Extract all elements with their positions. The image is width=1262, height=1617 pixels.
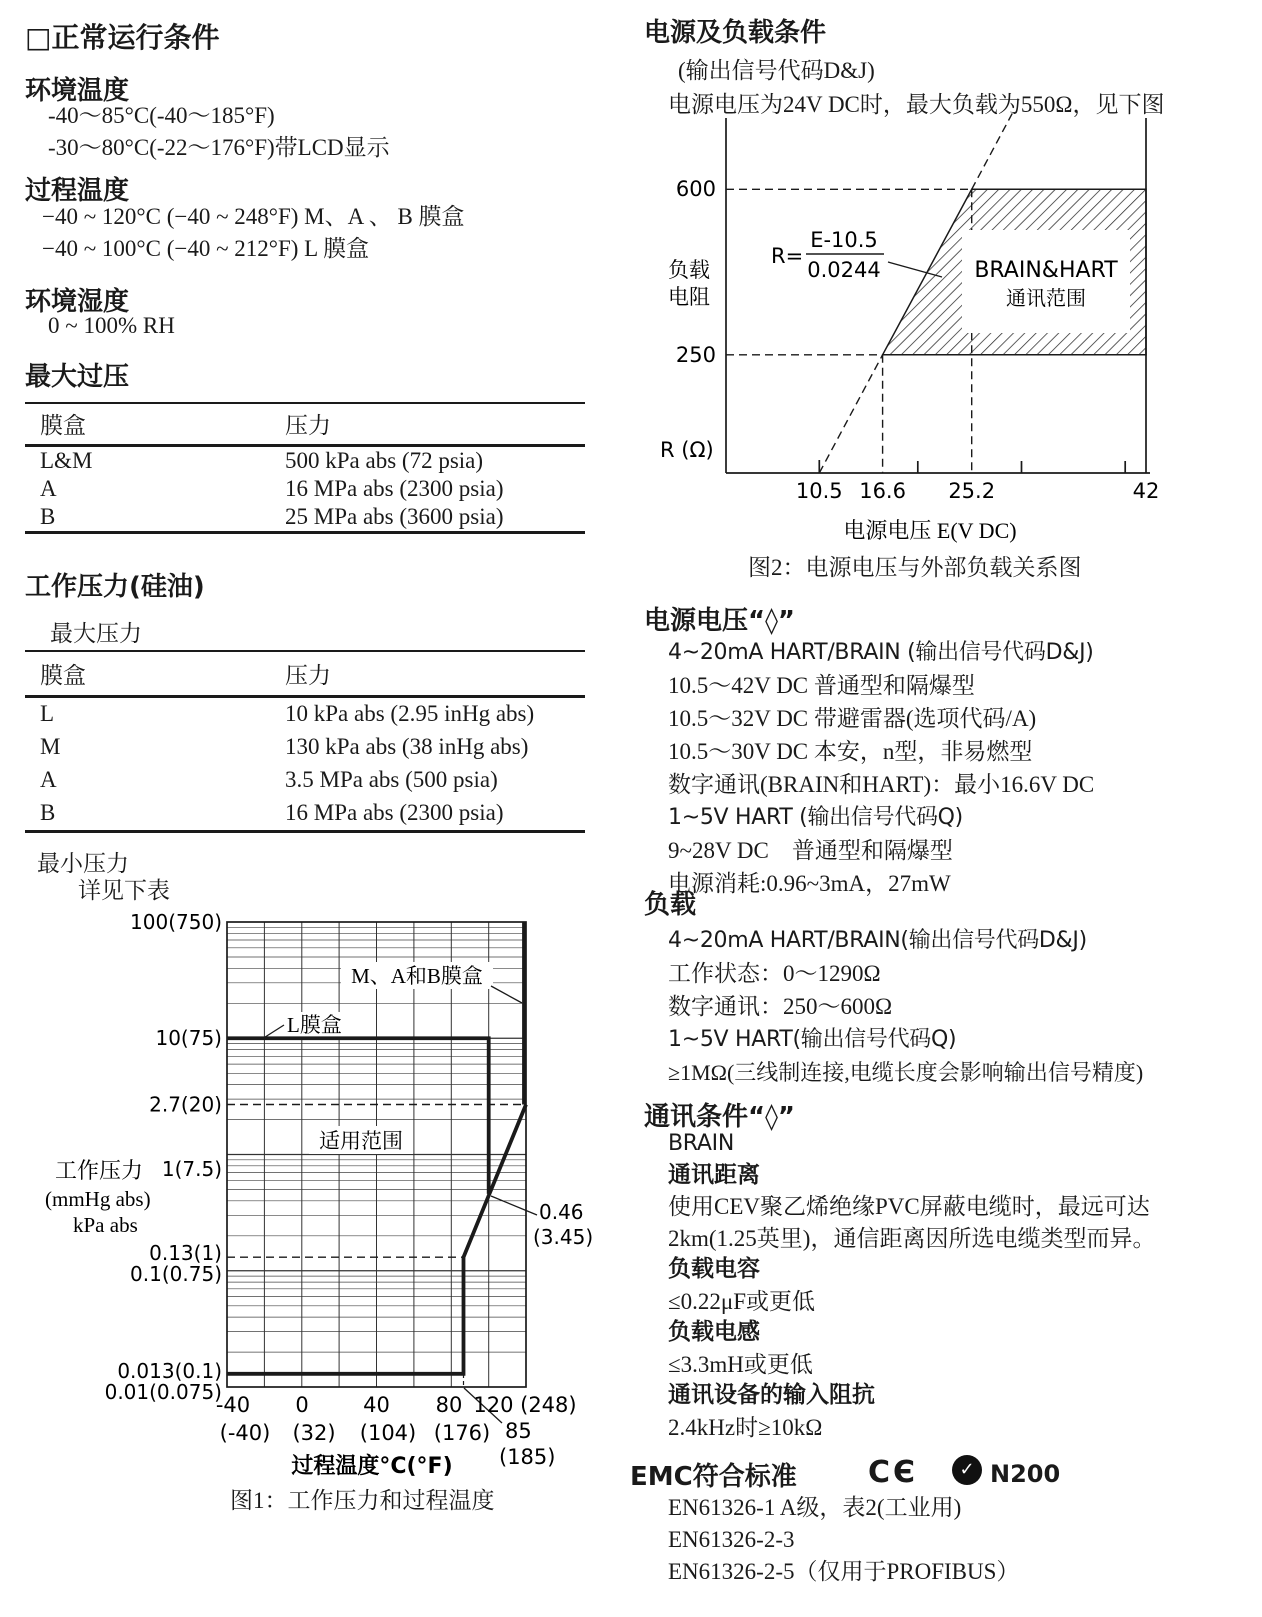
- table-row: [25, 797, 585, 832]
- supply-line: 9~28V DC 普通型和隔爆型: [668, 838, 953, 863]
- fig1-xtick-f: (-40): [219, 1421, 271, 1445]
- cell-capsule: A: [40, 475, 57, 501]
- c-tick-n200-label: N200: [990, 1460, 1061, 1488]
- page-title: □正常运行条件: [25, 21, 220, 54]
- emc-line: EN61326-2-5（仅用于PROFIBUS）: [668, 1559, 1020, 1584]
- fig1-l-capsule-limit-line: [227, 1038, 489, 1194]
- supply-line: 10.5～42V DC 普通型和隔爆型: [668, 673, 975, 698]
- comm-sub-capacitance: 负载电容: [668, 1256, 760, 1282]
- cell-capsule: L: [40, 701, 55, 726]
- load-line: 1~5V HART(输出信号代码Q): [668, 1027, 957, 1052]
- heading-emc: EMC符合标准: [630, 1462, 797, 1492]
- fig1-xtick: 40: [363, 1393, 390, 1417]
- process-temp-line: −40 ~ 120°C (−40 ~ 248°F) M、A 、 B 膜盒: [42, 204, 465, 229]
- fig2-formula-lhs: R=: [771, 244, 804, 268]
- label-see-table: 详见下表: [78, 878, 170, 903]
- cell-capsule: A: [40, 767, 57, 792]
- cell-pressure: 500 kPa abs (72 psia): [285, 447, 484, 473]
- heading-overpressure: 最大过压: [25, 362, 130, 392]
- cell-pressure: 10 kPa abs (2.95 inHg abs): [285, 701, 535, 726]
- fig2-supply-load-chart: [630, 105, 1210, 550]
- fig1-ytick: 2.7(20): [149, 1092, 222, 1117]
- table-row: [25, 731, 585, 764]
- fig2-load-line-high: [972, 113, 1013, 189]
- comm-line: 使用CEV聚乙烯绝缘PVC屏蔽电缆时，最远可达: [668, 1194, 1150, 1219]
- fig1-label-applicable-range: 适用范围: [319, 1129, 403, 1153]
- supply-line: 10.5～32V DC 带避雷器(选项代码/A): [668, 706, 1037, 731]
- fig1-xtick: 120 (248): [473, 1393, 577, 1417]
- fig2-xtitle: 电源电压 E(V DC): [843, 518, 1017, 543]
- fig2-ytick-600: 600: [675, 177, 716, 201]
- fig1-caption: 图1：工作压力和过程温度: [230, 1488, 495, 1513]
- fig2-region-label-1: BRAIN&HART: [974, 258, 1118, 283]
- cell-pressure: 3.5 MPa abs (500 psia): [285, 767, 498, 792]
- cell-capsule: L&M: [40, 447, 93, 473]
- fig1-pressure-temperature-chart: [25, 875, 600, 1495]
- heading-supply-voltage: 电源电压“◊”: [644, 606, 796, 636]
- table-row: [25, 475, 585, 503]
- process-temp-lines: [42, 201, 465, 265]
- fig1-label-mab-capsule: M、A和B膜盒: [351, 964, 483, 988]
- fig1-leader-mab: [491, 986, 522, 1003]
- power-sub-line: (输出信号代码D&J): [678, 58, 875, 83]
- heading-comm-conditions: 通讯条件“◊”: [644, 1102, 796, 1132]
- fig1-label-l-capsule: L膜盒: [287, 1013, 342, 1037]
- fig2-ytitle-2: 电阻: [668, 285, 710, 309]
- supply-line: 电源消耗:0.96~3mA，27mW: [668, 871, 951, 896]
- fig1-ytick: 100(750): [130, 910, 222, 934]
- load-lines: [668, 924, 1143, 1089]
- fig2-formula-denominator: 0.0244: [807, 258, 881, 282]
- cell-pressure: 16 MPa abs (2300 psia): [285, 475, 504, 501]
- table-header-row: [25, 403, 585, 445]
- fig1-ytick: 0.013(0.1): [117, 1359, 222, 1383]
- table-row: [25, 764, 585, 797]
- fig2-ytitle-1: 负载: [668, 258, 710, 282]
- fig1-ytick: 0.1(0.75): [130, 1262, 222, 1286]
- comm-line-brain: BRAIN: [668, 1131, 734, 1156]
- fig1-ytick: 0.13(1): [149, 1241, 222, 1265]
- fig2-xtick: 42: [1132, 479, 1160, 503]
- fig1-ytick: 1(7.5): [161, 1157, 222, 1181]
- fig2-xtick: 10.5: [795, 479, 843, 503]
- fig2-region-label-2: 通讯范围: [1006, 288, 1086, 310]
- fig2-ytitle-3: R (Ω): [660, 438, 714, 462]
- cell-pressure: 25 MPa abs (3600 psia): [285, 503, 504, 529]
- subheading-max-pressure: 最大压力: [50, 621, 142, 646]
- fig1-xtick: 80: [435, 1393, 463, 1417]
- fig1-xtick-f: (176): [433, 1421, 491, 1445]
- comm-line: 2.4kHz时≥10kΩ: [668, 1414, 823, 1440]
- fig2-ytick-250: 250: [675, 343, 716, 367]
- cell-capsule: M: [40, 734, 61, 759]
- heading-ambient-temp: 环境温度: [25, 76, 130, 106]
- fig1-leader-0.46: [491, 1196, 537, 1215]
- emc-line: EN61326-1 A级，表2(工业用): [668, 1495, 962, 1520]
- fig1-xtitle: 过程温度°C(°F): [291, 1454, 453, 1479]
- cell-capsule: B: [40, 503, 56, 529]
- overpressure-table: [25, 402, 585, 534]
- fig1-ytitle-unit2: kPa abs: [73, 1213, 138, 1237]
- col-header-pressure: 压力: [285, 651, 585, 696]
- emc-line: EN61326-2-3: [668, 1527, 795, 1552]
- heading-working-pressure: 工作压力(硅油): [25, 572, 205, 602]
- fig1-xtick: 0: [295, 1393, 309, 1417]
- ambient-temp-lines: [48, 100, 390, 164]
- col-header-capsule: 膜盒: [25, 651, 285, 696]
- fig1-ytick: 0.01(0.075): [104, 1380, 222, 1404]
- load-line: ≥1MΩ(三线制连接,电缆长度会影响输出信号精度): [668, 1060, 1144, 1085]
- fig2-xtick: 25.2: [948, 479, 996, 503]
- col-header-capsule: 膜盒: [25, 403, 285, 445]
- table-row: [25, 445, 585, 475]
- ce-mark-icon: CЄ: [868, 1455, 919, 1490]
- load-line: 数字通讯：250～600Ω: [668, 994, 893, 1019]
- comm-line: ≤0.22μF或更低: [668, 1288, 815, 1314]
- fig1-ytitle-unit1: (mmHg abs): [45, 1187, 151, 1211]
- fig1-xtick-185: (185): [499, 1445, 556, 1469]
- fig2-caption: 图2：电源电压与外部负载关系图: [748, 555, 1082, 580]
- supply-line: 1~5V HART (输出信号代码Q): [668, 805, 963, 830]
- label-min-pressure: 最小压力: [37, 851, 129, 876]
- cell-pressure: 130 kPa abs (38 inHg abs): [285, 734, 529, 759]
- comm-sub-distance: 通讯距离: [668, 1161, 760, 1188]
- supply-voltage-lines: [668, 636, 1094, 900]
- c-tick-icon: ✓: [952, 1455, 982, 1485]
- working-pressure-table: [25, 650, 585, 833]
- fig1-ytitle: 工作压力: [55, 1158, 144, 1183]
- fig1-xtick: -40: [215, 1393, 251, 1417]
- comm-line: 2km(1.25英里)，通信距离因所选电缆类型而异。: [668, 1225, 1156, 1251]
- process-temp-line: −40 ~ 100°C (−40 ~ 212°F) L 膜盒: [42, 236, 370, 261]
- heading-humidity: 环境湿度: [25, 287, 130, 317]
- fig1-ann-0.46: 0.46: [539, 1200, 584, 1224]
- supply-line: 10.5～30V DC 本安，n型，非易燃型: [668, 739, 1033, 764]
- table-header-row: [25, 651, 585, 696]
- heading-power-load: 电源及负载条件: [644, 18, 827, 48]
- load-line: 4~20mA HART/BRAIN(输出信号代码D&J): [668, 928, 1087, 953]
- fig1-xtick-f: (32): [292, 1421, 336, 1445]
- comm-sub-inductance: 负载电感: [668, 1319, 760, 1345]
- comm-sub-impedance: 通讯设备的输入阻抗: [668, 1382, 875, 1408]
- table-row: [25, 696, 585, 731]
- comm-line: ≤3.3mH或更低: [668, 1351, 813, 1377]
- fig1-xtick-f: (104): [359, 1421, 417, 1445]
- ambient-temp-line: -40～85°C(-40～185°F): [48, 103, 275, 128]
- cell-pressure: 16 MPa abs (2300 psia): [285, 800, 504, 825]
- col-header-pressure: 压力: [285, 403, 585, 445]
- fig1-xtick-85: 85: [505, 1419, 532, 1443]
- supply-line: 数字通讯(BRAIN和HART)：最小16.6V DC: [668, 772, 1095, 797]
- supply-line: 4~20mA HART/BRAIN (输出信号代码D&J): [668, 640, 1094, 665]
- fig2-formula-numerator: E-10.5: [810, 228, 878, 252]
- cell-capsule: B: [40, 800, 56, 825]
- fig2-load-line-low: [819, 355, 882, 473]
- heading-process-temp: 过程温度: [25, 176, 130, 206]
- ambient-temp-line: -30～80°C(-22～176°F)带LCD显示: [48, 135, 390, 160]
- fig1-ytick: 10(75): [155, 1026, 222, 1050]
- table-row: [25, 503, 585, 533]
- emc-lines: [668, 1492, 1019, 1588]
- load-line: 工作状态：0～1290Ω: [668, 961, 881, 986]
- fig1-ann-3.45: (3.45): [533, 1225, 594, 1249]
- comm-lines: [668, 1128, 1155, 1443]
- power-intro-line: 电源电压为24V DC时，最大负载为550Ω，见下图: [668, 92, 1165, 117]
- humidity-line: 0 ~ 100% RH: [48, 313, 175, 338]
- heading-load: 负载: [644, 890, 697, 920]
- fig2-xtick: 16.6: [859, 479, 906, 503]
